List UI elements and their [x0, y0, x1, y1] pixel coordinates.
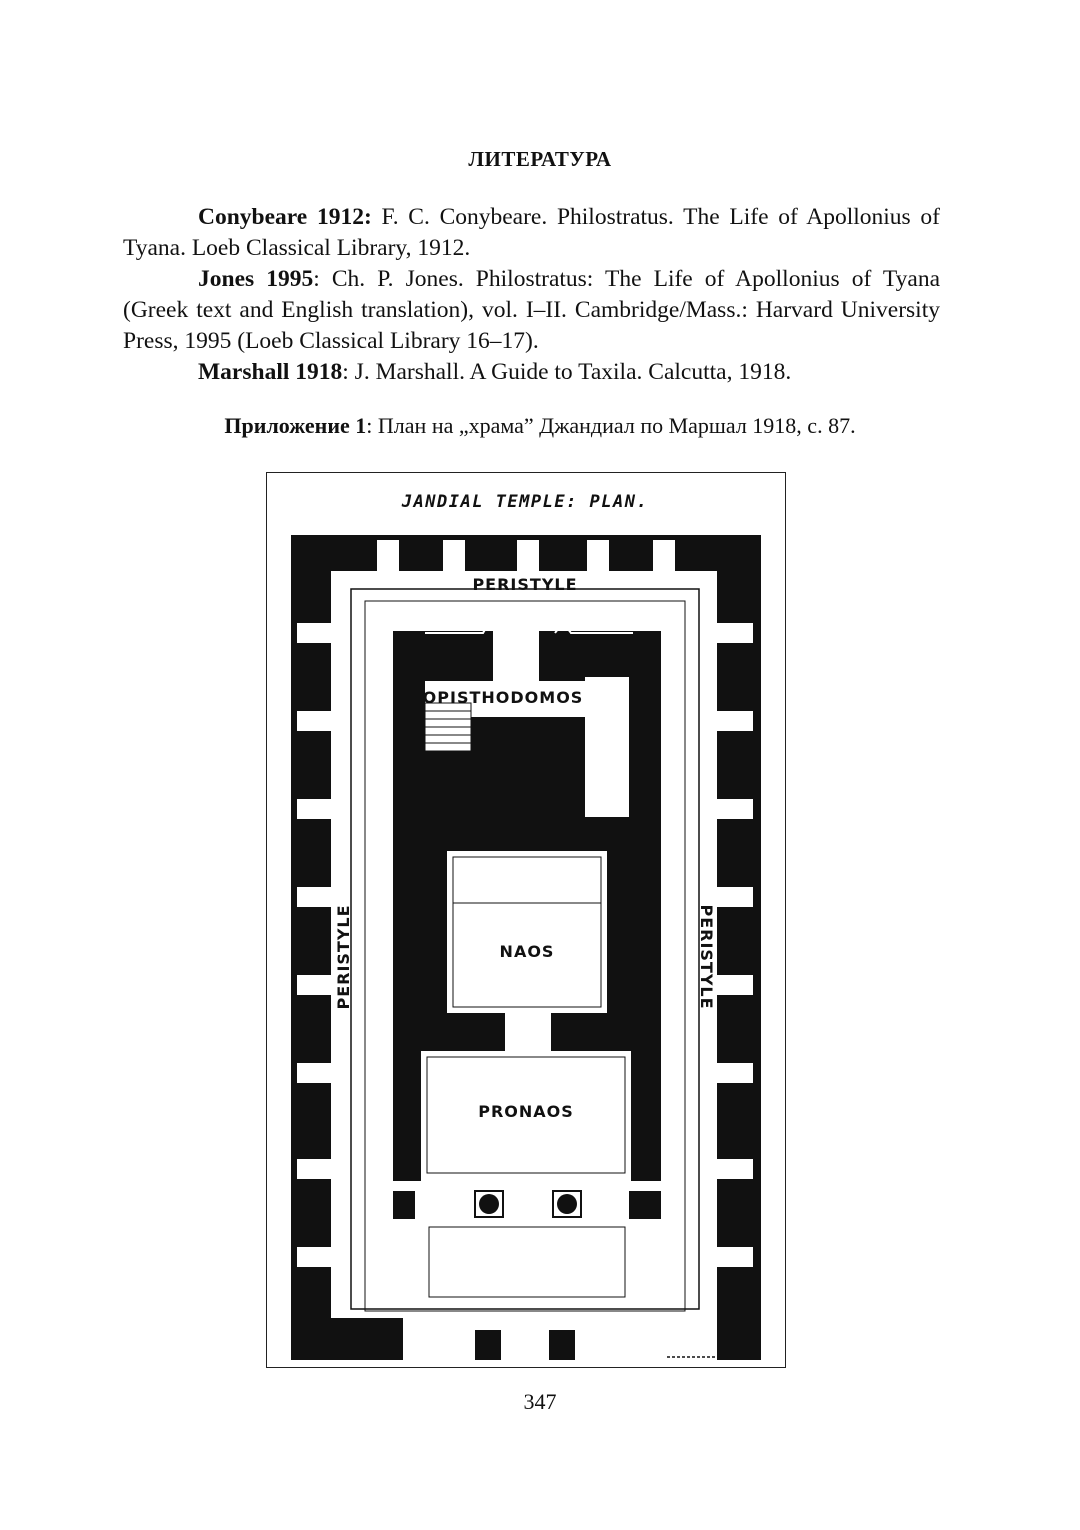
plan-title: JANDIAL TEMPLE: PLAN. — [401, 492, 649, 512]
column — [557, 1194, 577, 1214]
label-opisthodomos: OPISTHODOMOS — [422, 688, 584, 707]
label-peristyle-top: PERISTYLE — [472, 575, 578, 594]
label-peristyle-right: PERISTYLE — [697, 904, 716, 1010]
reference-text: : Ch. P. Jones. Philostratus: The Life of Apollonius of Tyana (Greek text and English translation), vol. I–II. Cambridge/Mass.: Harvard University Press, 1995 (Loeb Classical Library 16–17). — [123, 266, 940, 354]
reference-entry — [123, 202, 940, 264]
label-naos: NAOS — [499, 942, 555, 961]
reference-list — [123, 202, 940, 388]
temple-plan-figure — [266, 472, 786, 1368]
bottom-left-block — [331, 1318, 403, 1360]
figure-caption — [0, 413, 1080, 439]
label-pronaos: PRONAOS — [478, 1102, 574, 1121]
porch-opening — [421, 1177, 631, 1197]
reference-author: Conybeare 1912: — [198, 204, 372, 230]
reference-entry — [123, 264, 940, 357]
temple-plan-drawing — [267, 473, 784, 1366]
bottom-pier — [475, 1330, 501, 1360]
opisthodomos-stair — [425, 703, 471, 751]
reference-author: Jones 1995 — [198, 266, 314, 292]
anta-left — [393, 1191, 415, 1219]
label-peristyle-left: PERISTYLE — [334, 904, 353, 1010]
column — [479, 1194, 499, 1214]
caption-label: Приложение 1 — [224, 413, 367, 438]
section-heading: ЛИТЕРАТУРА — [468, 147, 612, 171]
naos-room — [447, 851, 607, 1013]
reference-entry — [123, 357, 940, 388]
reference-text: : J. Marshall. A Guide to Taxila. Calcutta, 1918. — [342, 359, 792, 385]
caption-text: : План на „храма” Джандиал по Маршал 1918, с. 87. — [366, 413, 856, 438]
anta-right — [629, 1191, 661, 1219]
page-number: 347 — [523, 1389, 557, 1414]
bottom-pier — [549, 1330, 575, 1360]
reference-author: Marshall 1918 — [198, 359, 343, 385]
reference-text: F. C. Conybeare. Philostratus. The Life of Apollonius of Tyana. Loeb Classical Library, 1912. — [123, 204, 940, 261]
